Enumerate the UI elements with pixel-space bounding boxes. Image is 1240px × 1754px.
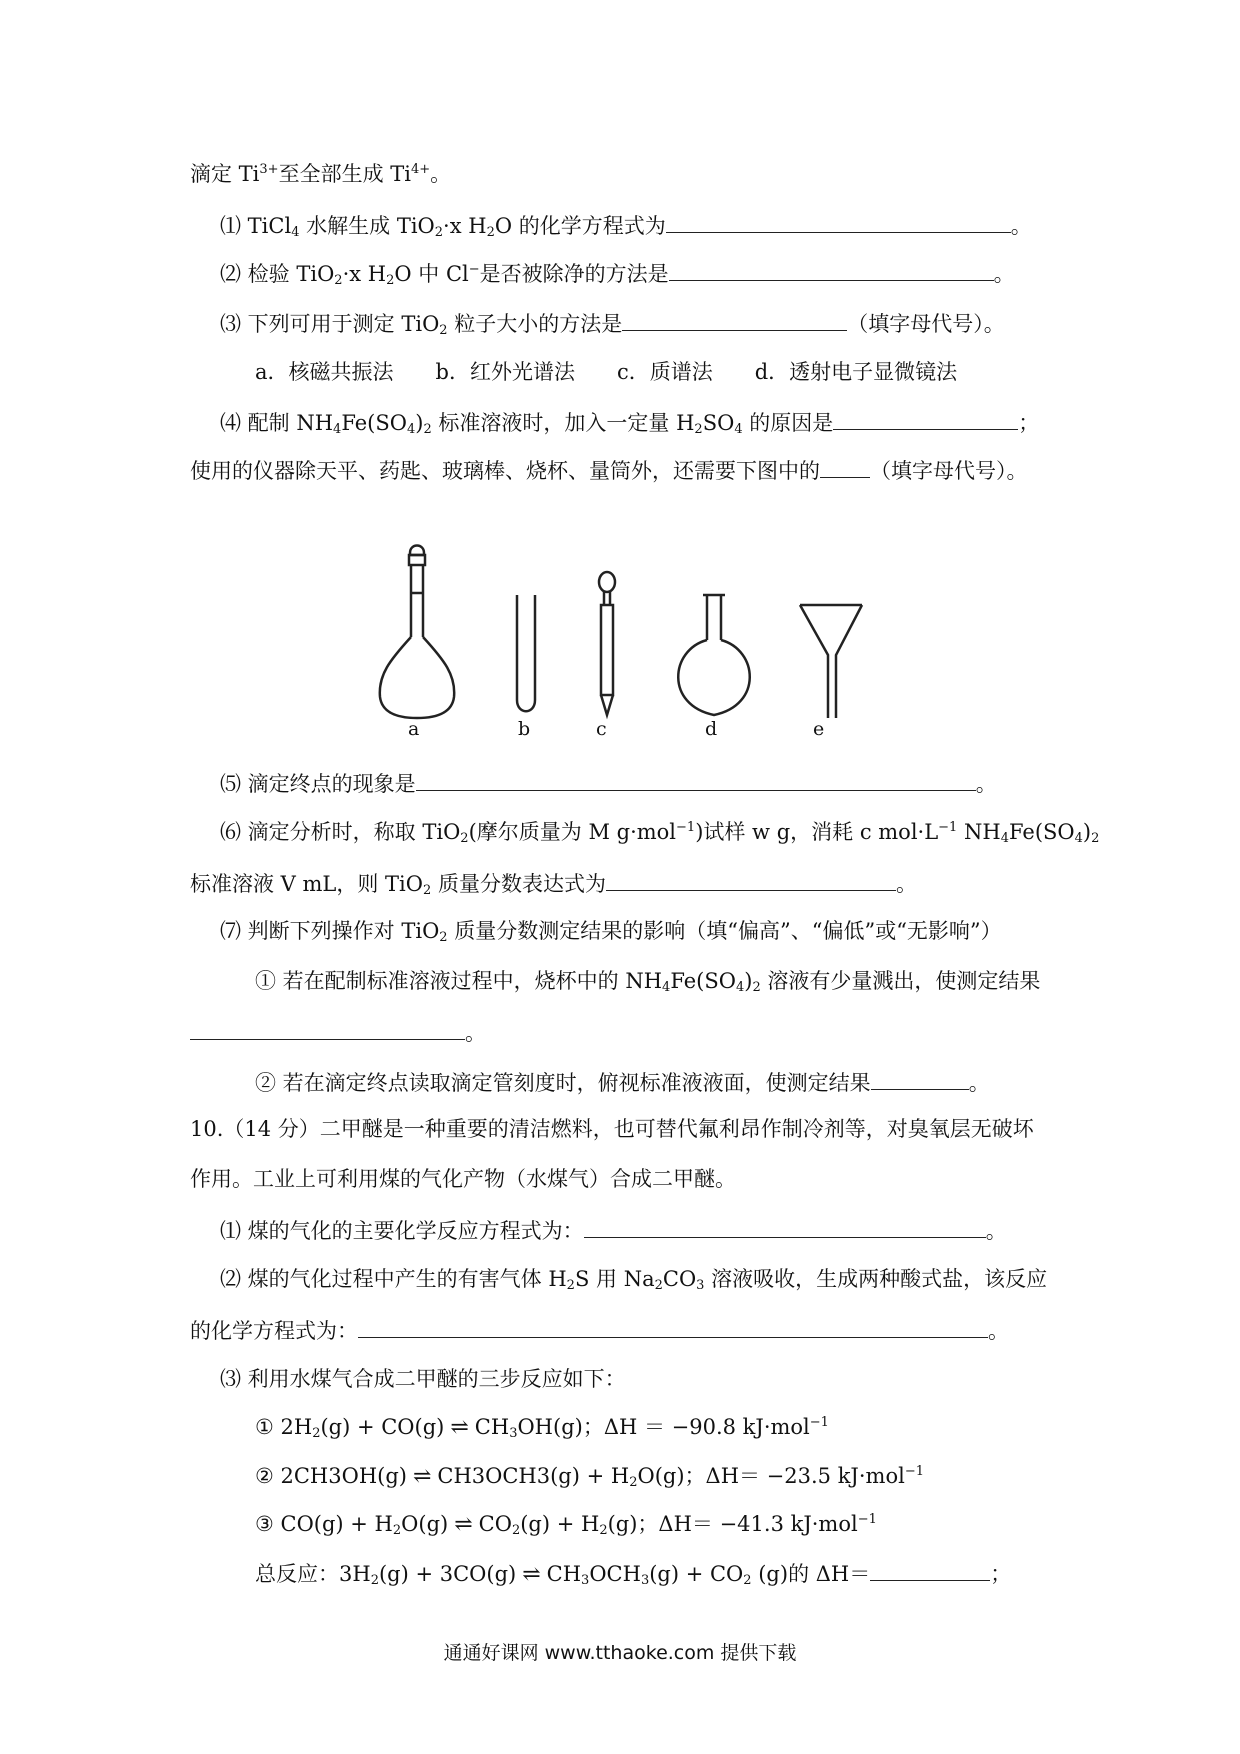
- question-7-part-1-answer: [190, 1017, 486, 1047]
- text: ·x H: [342, 262, 387, 286]
- text: ⑶ 利用水煤气合成二甲醚的三步反应如下：: [220, 1367, 626, 1391]
- text: 的原因是: [742, 411, 834, 435]
- sup: 4+: [410, 162, 431, 177]
- sub: 4: [662, 980, 671, 995]
- text: ): [1082, 820, 1092, 844]
- problem-10-q1: [220, 1215, 1007, 1245]
- text: 是否被除净的方法是: [479, 262, 669, 286]
- text: 溶液吸收，生成两种酸式盐，该反应: [704, 1267, 1048, 1291]
- text: （填字母代号）。: [870, 459, 1028, 483]
- sub: 4: [291, 225, 300, 240]
- sup: −1: [938, 820, 958, 835]
- question-6: [220, 818, 1099, 846]
- problem-10-intro: [190, 1115, 1034, 1143]
- question-1: [220, 210, 1032, 240]
- text: ② 2CH3OH(g): [255, 1464, 407, 1488]
- round-bottom-flask-icon: [678, 595, 750, 715]
- answer-blank[interactable]: [833, 407, 1018, 430]
- text-line: [190, 160, 451, 188]
- equilibrium-arrow-icon: ⇌: [454, 1512, 473, 1537]
- sub: 4: [735, 980, 745, 995]
- text: ): [744, 969, 753, 993]
- text: (摩尔质量为 M g·mol: [468, 820, 677, 844]
- answer-blank[interactable]: [666, 210, 1011, 233]
- text: Fe(SO: [1008, 820, 1075, 844]
- text: 。: [988, 1319, 1009, 1343]
- text: 。: [430, 162, 452, 186]
- text: CH: [474, 1415, 510, 1439]
- answer-blank[interactable]: [190, 1017, 465, 1040]
- text: 标准溶液 V mL，则 TiO: [190, 872, 423, 896]
- text: )试样 w g，消耗 c mol·L: [695, 820, 939, 844]
- question-3: [220, 308, 1005, 338]
- text: ；: [990, 1562, 1012, 1586]
- text: ⑵ 检验 TiO: [220, 262, 335, 286]
- equilibrium-arrow-icon: ⇌: [522, 1562, 541, 1587]
- sub: 2: [423, 422, 432, 437]
- sub: 2: [599, 1523, 608, 1538]
- text: 。: [975, 772, 997, 796]
- figure-label-d: d: [705, 718, 718, 740]
- sup: −1: [809, 1415, 829, 1430]
- sub: 2: [386, 273, 395, 288]
- text: ⑵ 煤的气化过程中产生的有害气体 H: [220, 1267, 567, 1291]
- sub: 4: [1074, 831, 1083, 846]
- text: ⑴ 煤的气化的主要化学反应方程式为：: [220, 1219, 584, 1243]
- sub: 2: [370, 1573, 379, 1588]
- text: (g)的 ΔH＝: [751, 1562, 871, 1586]
- problem-10-q2-continued: [190, 1315, 1009, 1345]
- problem-10-intro-continued: [190, 1165, 736, 1193]
- text: O 的化学方程式为: [494, 214, 666, 238]
- sub: 2: [460, 831, 469, 846]
- reaction-3: [255, 1510, 877, 1539]
- sub: 2: [629, 1475, 638, 1490]
- text: 标准溶液时，加入一定量 H: [431, 411, 695, 435]
- text: ⑹ 滴定分析时，称取 TiO: [220, 820, 461, 844]
- sub: 3: [509, 1426, 518, 1441]
- text: S 用 Na: [574, 1267, 655, 1291]
- sub: 4: [1000, 831, 1009, 846]
- test-tube-icon: [517, 595, 535, 711]
- text: O(g): [401, 1512, 449, 1536]
- text: Fe(SO: [341, 411, 407, 435]
- answer-blank[interactable]: [669, 258, 994, 281]
- sub: 2: [334, 273, 343, 288]
- text: 总反应：3H: [255, 1562, 371, 1586]
- equilibrium-arrow-icon: ⇌: [412, 1464, 432, 1489]
- total-reaction: [255, 1558, 1011, 1589]
- sub: 2: [392, 1523, 402, 1538]
- text: (g) + H: [520, 1512, 600, 1536]
- text: OH(g)；ΔH ＝ −90.8 kJ·mol: [517, 1415, 810, 1439]
- text: 质量分数测定结果的影响（填“偏高”、“偏低”或“无影响”）: [447, 919, 1002, 943]
- text: ⑸ 滴定终点的现象是: [220, 772, 416, 796]
- funnel-icon: [800, 605, 862, 718]
- volumetric-flask-icon: [380, 546, 454, 719]
- sub: 2: [434, 225, 444, 240]
- text: 。: [895, 872, 917, 896]
- text: ③ CO(g) + H: [255, 1512, 393, 1536]
- text: O 中 Cl: [394, 262, 469, 286]
- text: CH: [546, 1562, 582, 1586]
- text: 的化学方程式为：: [190, 1319, 358, 1343]
- figure-label-e: e: [813, 718, 825, 740]
- sup: −1: [857, 1512, 877, 1527]
- question-3-options: [255, 358, 957, 386]
- problem-10-q3: [220, 1365, 626, 1393]
- sub: 3: [696, 1278, 705, 1293]
- text: 作用。工业上可利用煤的气化产物（水煤气）合成二甲醚。: [190, 1167, 736, 1191]
- sub: 2: [312, 1426, 321, 1441]
- answer-blank[interactable]: [358, 1315, 988, 1338]
- text: 溶液有少量溅出，使测定结果: [760, 969, 1041, 993]
- sub: 2: [439, 930, 448, 945]
- sub: 2: [752, 980, 761, 995]
- text: （填字母代号）。: [847, 312, 1005, 336]
- problem-10-q2: [220, 1265, 1047, 1293]
- text: ① 2H: [255, 1415, 313, 1439]
- text: (g) + CO(g): [320, 1415, 445, 1439]
- text: ① 若在配制标准溶液过程中，烧杯中的 NH: [255, 969, 663, 993]
- dropper-icon: [599, 572, 615, 715]
- text: (g)；ΔH＝ −41.3 kJ·mol: [607, 1512, 858, 1536]
- sub: 2: [511, 1523, 521, 1538]
- figure-label-c: c: [596, 718, 607, 740]
- text: OCH: [589, 1562, 641, 1586]
- text: NH: [957, 820, 1001, 844]
- text: 使用的仪器除天平、药匙、玻璃棒、烧杯、量筒外，还需要下图中的: [190, 459, 820, 483]
- figure-label-b: b: [518, 718, 531, 740]
- text: ⑴ TiCl: [220, 214, 292, 238]
- question-5: [220, 768, 997, 798]
- sub: 2: [423, 883, 432, 898]
- text: ⑺ 判断下列操作对 TiO: [220, 919, 440, 943]
- text: CH3OCH3(g) + H: [437, 1464, 630, 1488]
- sub: 3: [640, 1573, 650, 1588]
- sub: 2: [654, 1278, 663, 1293]
- question-7: [220, 917, 1002, 945]
- sub: 4: [406, 422, 416, 437]
- text: 。: [465, 1021, 486, 1045]
- text: ② 若在滴定终点读取滴定管刻度时，俯视标准液液面，使测定结果: [255, 1071, 871, 1095]
- text: ⑶ 下列可用于测定 TiO: [220, 312, 440, 336]
- text: 至全部生成 Ti: [278, 162, 411, 186]
- sup: −: [468, 262, 480, 277]
- sub: 4: [734, 422, 743, 437]
- answer-blank[interactable]: [606, 868, 896, 891]
- text: 粒子大小的方法是: [447, 312, 623, 336]
- glassware-figure: [370, 535, 870, 745]
- reaction-2: [255, 1462, 924, 1491]
- sup: −1: [676, 820, 696, 835]
- page-footer: 通通好课网 www.tthaoke.com 提供下载: [443, 1642, 797, 1664]
- answer-blank[interactable]: [416, 768, 976, 791]
- sub: 2: [1091, 831, 1100, 846]
- options-text: a．核磁共振法 b．红外光谱法 c．质谱法 d．透射电子显微镜法: [255, 360, 958, 384]
- equilibrium-arrow-icon: ⇌: [450, 1415, 469, 1440]
- text: CO: [662, 1267, 697, 1291]
- text: 。: [993, 262, 1015, 286]
- sup: −1: [904, 1464, 924, 1479]
- text: 滴定 Ti: [190, 162, 260, 186]
- sub: 2: [439, 323, 448, 338]
- question-7-part-2: [255, 1067, 990, 1097]
- sup: 3+: [259, 162, 279, 177]
- figure-label-a: a: [408, 718, 420, 740]
- answer-blank[interactable]: [871, 1067, 969, 1090]
- text: (g) + CO: [649, 1562, 744, 1586]
- text: ): [415, 411, 424, 435]
- text: CO: [478, 1512, 512, 1536]
- text: 质量分数表达式为: [431, 872, 606, 896]
- text: 10.（14 分）二甲醚是一种重要的清洁燃料，也可替代氟利昂作制冷剂等，对臭氧层无破坏: [190, 1117, 1034, 1141]
- text: 。: [968, 1071, 990, 1095]
- text: ⑷ 配制 NH: [220, 411, 334, 435]
- reaction-1: [255, 1413, 829, 1442]
- sub: 2: [694, 422, 703, 437]
- question-4: [220, 407, 1039, 437]
- question-6-continued: [190, 868, 917, 898]
- text: 水解生成 TiO: [299, 214, 435, 238]
- text: O(g)；ΔH＝ −23.5 kJ·mol: [637, 1464, 905, 1488]
- text: Fe(SO: [670, 969, 736, 993]
- answer-blank[interactable]: [820, 455, 870, 478]
- answer-blank[interactable]: [584, 1215, 986, 1238]
- text: 。: [1010, 214, 1032, 238]
- question-2: [220, 258, 1015, 288]
- sub: 2: [486, 225, 495, 240]
- sub: 4: [333, 422, 342, 437]
- answer-blank[interactable]: [870, 1558, 990, 1581]
- sub: 3: [581, 1573, 590, 1588]
- text: 。: [985, 1219, 1007, 1243]
- text: ；: [1018, 411, 1040, 435]
- text: (g) + 3CO(g): [378, 1562, 517, 1586]
- text: SO: [702, 411, 735, 435]
- question-4-continued: [190, 455, 1028, 485]
- sub: 2: [743, 1573, 752, 1588]
- question-7-part-1: [255, 967, 1040, 995]
- sub: 2: [566, 1278, 575, 1293]
- answer-blank[interactable]: [622, 308, 847, 331]
- text: ·x H: [443, 214, 487, 238]
